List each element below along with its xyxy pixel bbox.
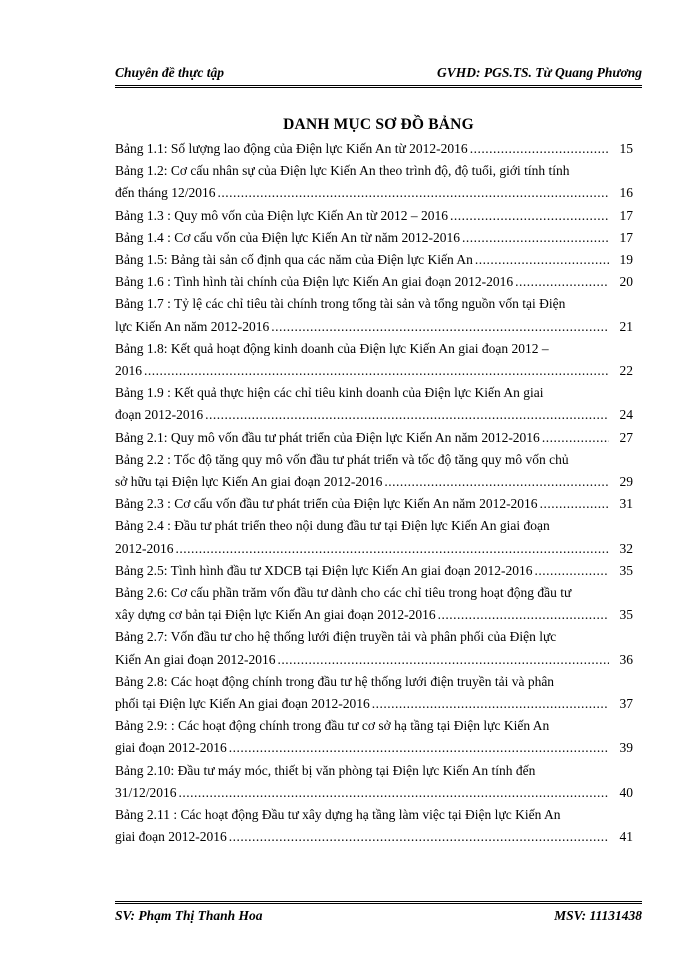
page-title: DANH MỤC SƠ ĐỒ BẢNG <box>283 116 474 133</box>
toc-entry-title-line: Bảng 1.8: Kết quả hoạt động kinh doanh của Điện lực Kiến An giai đoạn 2012 – <box>115 340 549 356</box>
toc-entry-title: phối tại Điện lực Kiến An giai đoạn 2012-2016 <box>115 696 370 712</box>
toc-entry-leader-line <box>115 604 633 626</box>
toc-entry-leader-line <box>115 427 633 449</box>
toc-entry-title-line: Bảng 2.2 : Tốc độ tăng quy mô vốn đầu tư phát triển và tốc độ tăng quy mô vốn chủ <box>115 451 569 467</box>
toc-entry[interactable] <box>115 338 633 382</box>
toc-entry[interactable] <box>115 582 633 626</box>
dot-leader <box>229 737 609 759</box>
header-course-title: Chuyên đề thực tập <box>115 65 224 80</box>
page-header <box>115 61 642 88</box>
toc-entry-leader-line <box>115 538 633 560</box>
toc-entry[interactable] <box>115 804 633 848</box>
toc-entry[interactable] <box>115 560 633 582</box>
toc-entry-leader-line <box>115 205 633 227</box>
toc-entry-title: Bảng 2.1: Quy mô vốn đầu tư phát triển của Điện lực Kiến An năm 2012-2016 <box>115 429 540 445</box>
toc-entry-page-number: 40 <box>619 784 633 800</box>
toc-entry-title: Bảng 2.3 : Cơ cấu vốn đầu tư phát triển của Điện lực Kiến An năm 2012-2016 <box>115 496 538 512</box>
toc-entry-leader-line <box>115 693 633 715</box>
toc-entry-page-number: 15 <box>619 141 633 156</box>
toc-entry[interactable] <box>115 293 633 337</box>
toc-entry-leader-line <box>115 471 633 493</box>
toc-entry-title-line: Bảng 2.11 : Các hoạt động Đầu tư xây dựng hạ tầng làm việc tại Điện lực Kiến An <box>115 807 561 823</box>
toc-entry-leader-line <box>115 138 633 160</box>
dot-leader <box>384 471 609 493</box>
dot-leader <box>534 560 609 582</box>
dot-leader <box>450 205 609 227</box>
toc-entry-leader-line <box>115 316 633 338</box>
toc-entry-title: sở hữu tại Điện lực Kiến An giai đoạn 2012-2016 <box>115 474 383 490</box>
toc-entry-title: 2012-2016 <box>115 540 174 556</box>
table-of-contents <box>115 138 633 849</box>
toc-entry-page-number: 24 <box>619 407 633 423</box>
toc-entry[interactable] <box>115 715 633 759</box>
dot-leader <box>218 182 610 204</box>
footer-student-id: MSV: 11131438 <box>554 908 642 923</box>
toc-entry-title: giai đoạn 2012-2016 <box>115 740 227 756</box>
toc-entry-page-number: 37 <box>619 696 633 712</box>
toc-entry[interactable] <box>115 493 633 515</box>
page-footer <box>115 901 642 928</box>
dot-leader <box>271 316 609 338</box>
toc-entry[interactable] <box>115 427 633 449</box>
dot-leader <box>462 227 609 249</box>
toc-entry-page-number: 35 <box>619 607 633 623</box>
dot-leader <box>470 138 609 160</box>
toc-entry-title: đoạn 2012-2016 <box>115 407 204 423</box>
toc-entry-leader-line <box>115 560 633 582</box>
header-supervisor: GVHD: PGS.TS. Từ Quang Phương <box>437 65 642 80</box>
dot-leader <box>438 604 609 626</box>
toc-entry-title: Bảng 2.5: Tình hình đầu tư XDCB tại Điện lực Kiến An giai đoạn 2012-2016 <box>115 562 533 578</box>
toc-entry-title-line: Bảng 1.2: Cơ cấu nhân sự của Điện lực Kiến An theo trình độ, độ tuổi, giới tính tính <box>115 163 570 179</box>
toc-entry-title: Bảng 1.3 : Quy mô vốn của Điện lực Kiến An từ 2012 – 2016 <box>115 207 448 223</box>
dot-leader <box>179 782 609 804</box>
toc-entry-leader-line <box>115 737 633 759</box>
dot-leader <box>372 693 609 715</box>
toc-entry-title: giai đoạn 2012-2016 <box>115 829 227 845</box>
toc-entry[interactable] <box>115 626 633 670</box>
toc-entry-page-number: 35 <box>619 562 633 578</box>
toc-entry-leader-line <box>115 826 633 848</box>
toc-entry-title: Bảng 1.1: Số lượng lao động của Điện lực Kiến An từ 2012-2016 <box>115 141 468 156</box>
toc-entry-page-number: 36 <box>619 651 633 667</box>
toc-entry-leader-line <box>115 782 633 804</box>
toc-entry-page-number: 29 <box>619 474 633 490</box>
toc-entry[interactable] <box>115 515 633 559</box>
toc-entry[interactable] <box>115 249 633 271</box>
toc-entry[interactable] <box>115 382 633 426</box>
toc-entry-title: Bảng 1.6 : Tình hình tài chính của Điện lực Kiến An giai đoạn 2012-2016 <box>115 274 514 290</box>
toc-entry-title: Bảng 1.4 : Cơ cấu vốn của Điện lực Kiến An từ năm 2012-2016 <box>115 229 460 245</box>
toc-entry-page-number: 31 <box>619 496 633 512</box>
toc-entry[interactable] <box>115 205 633 227</box>
toc-entry-title: 2016 <box>115 363 142 379</box>
toc-entry-title-line: Bảng 2.6: Cơ cấu phần trăm vốn đầu tư dành cho các chỉ tiêu trong hoạt động đầu tư <box>115 585 572 601</box>
toc-entry-title-line: Bảng 1.7 : Tỷ lệ các chỉ tiêu tài chính trong tổng tài sản và tổng nguồn vốn tại Điện <box>115 296 566 312</box>
dot-leader <box>229 826 609 848</box>
toc-entry-title-line: Bảng 2.7: Vốn đầu tư cho hệ thống lưới điện truyền tải và phân phối của Điện lực <box>115 629 557 645</box>
toc-entry-title-line: Bảng 2.10: Đầu tư máy móc, thiết bị văn phòng tại Điện lực Kiến An tính đến <box>115 762 536 778</box>
dot-leader <box>540 493 609 515</box>
toc-entry-title: 31/12/2016 <box>115 784 177 800</box>
toc-entry-title: xây dựng cơ bản tại Điện lực Kiến An giai đoạn 2012-2016 <box>115 607 436 623</box>
toc-entry-title-line: Bảng 2.8: Các hoạt động chính trong đầu tư hệ thống lưới điện truyền tải và phân <box>115 673 555 689</box>
toc-entry-page-number: 20 <box>619 274 633 290</box>
toc-entry-page-number: 41 <box>619 829 633 845</box>
toc-entry-title: Bảng 1.5: Bảng tài sản cố định qua các năm của Điện lực Kiến An <box>115 252 473 268</box>
toc-entry-page-number: 22 <box>619 363 633 379</box>
toc-entry-page-number: 27 <box>619 429 633 445</box>
dot-leader <box>475 249 609 271</box>
toc-entry-page-number: 19 <box>619 252 633 268</box>
toc-entry[interactable] <box>115 227 633 249</box>
footer-student-name: SV: Phạm Thị Thanh Hoa <box>115 908 263 923</box>
toc-entry-title: đến tháng 12/2016 <box>115 185 216 201</box>
toc-entry-title-line: Bảng 1.9 : Kết quả thực hiện các chỉ tiêu kinh doanh của Điện lực Kiến An giai <box>115 385 544 401</box>
toc-entry-leader-line <box>115 649 633 671</box>
toc-entry-title-line: Bảng 2.4 : Đầu tư phát triển theo nội dung đầu tư tại Điện lực Kiến An giai đoạn <box>115 518 550 534</box>
toc-entry-leader-line <box>115 249 633 271</box>
toc-entry-leader-line <box>115 182 633 204</box>
toc-entry-title: lực Kiến An năm 2012-2016 <box>115 318 270 334</box>
dot-leader <box>277 649 609 671</box>
dot-leader <box>542 427 609 449</box>
toc-entry-title: Kiến An giai đoạn 2012-2016 <box>115 651 276 667</box>
toc-entry-page-number: 16 <box>619 185 633 201</box>
toc-entry[interactable] <box>115 138 633 160</box>
dot-leader <box>176 538 610 560</box>
toc-entry-page-number: 17 <box>619 207 633 223</box>
toc-entry-leader-line <box>115 493 633 515</box>
toc-entry-leader-line <box>115 404 633 426</box>
toc-entry-page-number: 39 <box>619 740 633 756</box>
toc-entry-page-number: 17 <box>619 229 633 245</box>
toc-entry[interactable] <box>115 671 633 715</box>
dot-leader <box>205 404 609 426</box>
dot-leader <box>515 271 609 293</box>
toc-entry[interactable] <box>115 449 633 493</box>
toc-entry-page-number: 21 <box>619 318 633 334</box>
toc-entry-leader-line <box>115 227 633 249</box>
toc-entry-page-number: 32 <box>619 540 633 556</box>
toc-entry-leader-line <box>115 271 633 293</box>
toc-entry[interactable] <box>115 760 633 804</box>
toc-entry[interactable] <box>115 271 633 293</box>
toc-entry-leader-line <box>115 360 633 382</box>
toc-entry[interactable] <box>115 160 633 204</box>
toc-entry-title-line: Bảng 2.9: : Các hoạt động chính trong đầu tư cơ sở hạ tầng tại Điện lực Kiến An <box>115 718 550 734</box>
dot-leader <box>144 360 609 382</box>
